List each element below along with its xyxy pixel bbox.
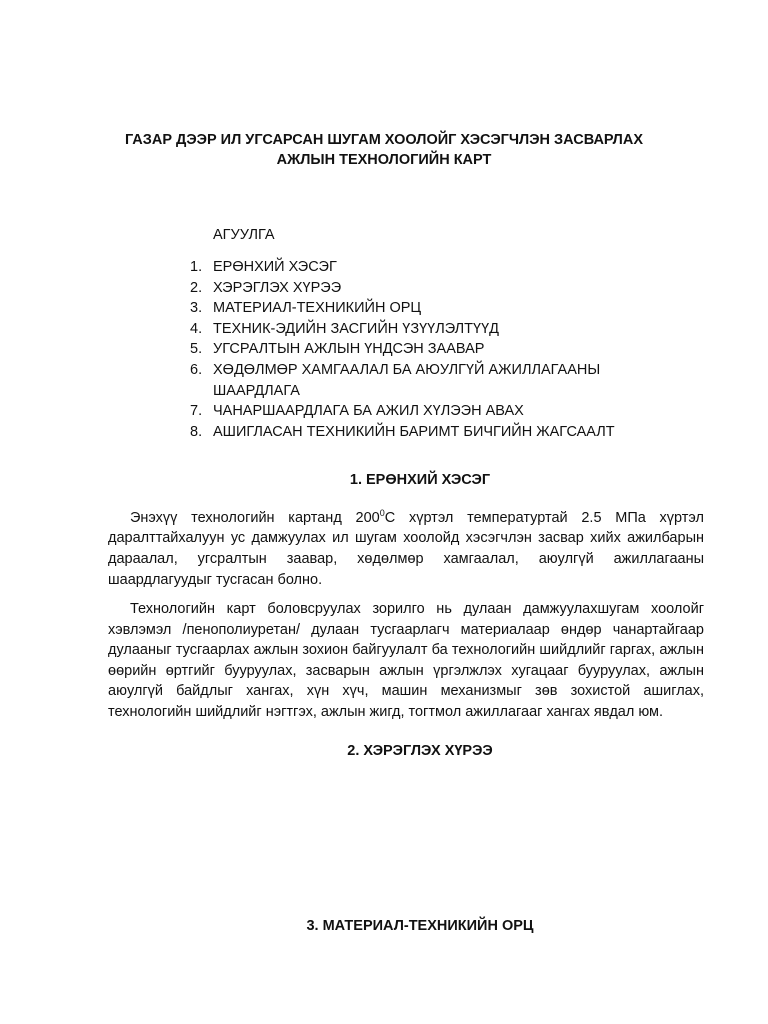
toc-item[interactable] — [190, 298, 660, 319]
section-heading-materials: 3. МАТЕРИАЛ-ТЕХНИКИЙН ОРЦ — [306, 918, 534, 934]
toc-item-label: АШИГЛАСАН ТЕХНИКИЙН БАРИМТ БИЧГИЙН ЖАГСААЛТ — [213, 423, 615, 440]
toc-item[interactable] — [190, 339, 660, 360]
section-heading-general: 1. ЕРӨНХИЙ ХЭСЭГ — [349, 472, 491, 488]
toc-item-number: 6. — [190, 361, 203, 378]
paragraph-text: Технологийн карт боловсруулах зорилго нь дулаан дамжуулахшугам хоолойг хэвлэмэл /пенополиуретан/ дулаан тусгаарлагч материалаар өндөр чанартайгаар дулааныг тусгаарлах ажлын зохион байгуулалт ба технологийн шийдлийг гаргах, ажлын өөрийн өртгийг бууруулах, засварын ажлын үргэлжлэх хугацааг бууруулах, ажлын аюулгүй байдлыг хангах, хүн хүч, машин механизмыг зөв зохистой ашиглах, технологийн шийдлийг нэгтгэх, ажлын жигд, тогтмол ажиллагааг хангах явдал юм. — [108, 601, 704, 720]
paragraph-general-scope — [108, 503, 704, 590]
document-title-line-2: АЖЛЫН ТЕХНОЛОГИЙН КАРТ — [276, 152, 492, 168]
toc-item-label: ЕРӨНХИЙ ХЭСЭГ — [213, 259, 337, 275]
toc-item-label: УГСРАЛТЫН АЖЛЫН ҮНДСЭН ЗААВАР — [213, 341, 485, 358]
toc-item[interactable] — [190, 360, 633, 401]
table-of-contents — [190, 257, 660, 442]
toc-item[interactable] — [190, 401, 660, 422]
toc-item-label: ХӨДӨЛМӨР ХАМГААЛАЛ БА АЮУЛГҮЙ АЖИЛЛАГААНЫ ШААРДЛАГА — [213, 361, 601, 399]
toc-item-number: 5. — [190, 341, 203, 358]
toc-item[interactable] — [190, 319, 660, 340]
toc-heading: АГУУЛГА — [213, 227, 275, 243]
toc-item-label: ХЭРЭГЛЭХ ХҮРЭЭ — [213, 279, 342, 296]
paragraph-text-after: С хүртэл температуртай 2.5 МПа хүртэл даралттайхалуун ус дамжуулах ил шугам хоолойд хэсэгчлэн засвар хийх ажилбарын дараалал, угсралтын заавар, хөдөлмөр хамгаалал, аюулгүй ажиллагааны шаардлагуудыг тусгасан болно. — [108, 509, 704, 588]
toc-item-number: 7. — [190, 403, 203, 420]
toc-item[interactable] — [190, 278, 660, 299]
toc-item-number: 4. — [190, 320, 203, 337]
toc-item-label: ЧАНАРШААРДЛАГА БА АЖИЛ ХҮЛЭЭН АВАХ — [213, 403, 524, 420]
temperature-superscript: 0 — [379, 508, 385, 518]
toc-item-number: 3. — [190, 300, 203, 317]
toc-item-number: 8. — [190, 423, 203, 440]
paragraph-general-purpose — [108, 599, 704, 723]
document-title-line-1: ГАЗАР ДЭЭР ИЛ УГСАРСАН ШУГАМ ХООЛОЙГ ХЭСЭГЧЛЭН ЗАСВАРЛАХ — [124, 132, 643, 148]
toc-item-number: 1. — [190, 259, 203, 275]
toc-item[interactable] — [190, 257, 660, 278]
toc-item-label: ТЕХНИК-ЭДИЙН ЗАСГИЙН ҮЗҮҮЛЭЛТҮҮД — [213, 320, 499, 337]
toc-item-label: МАТЕРИАЛ-ТЕХНИКИЙН ОРЦ — [213, 300, 422, 317]
section-heading-scope: 2. ХЭРЭГЛЭХ ХҮРЭЭ — [347, 743, 493, 759]
toc-item[interactable] — [190, 422, 660, 443]
temperature-value: 200 — [355, 509, 380, 526]
paragraph-text-before: Энэхүү технологийн картанд — [130, 509, 356, 526]
toc-item-number: 2. — [190, 279, 203, 296]
paragraph-scope — [108, 774, 704, 795]
